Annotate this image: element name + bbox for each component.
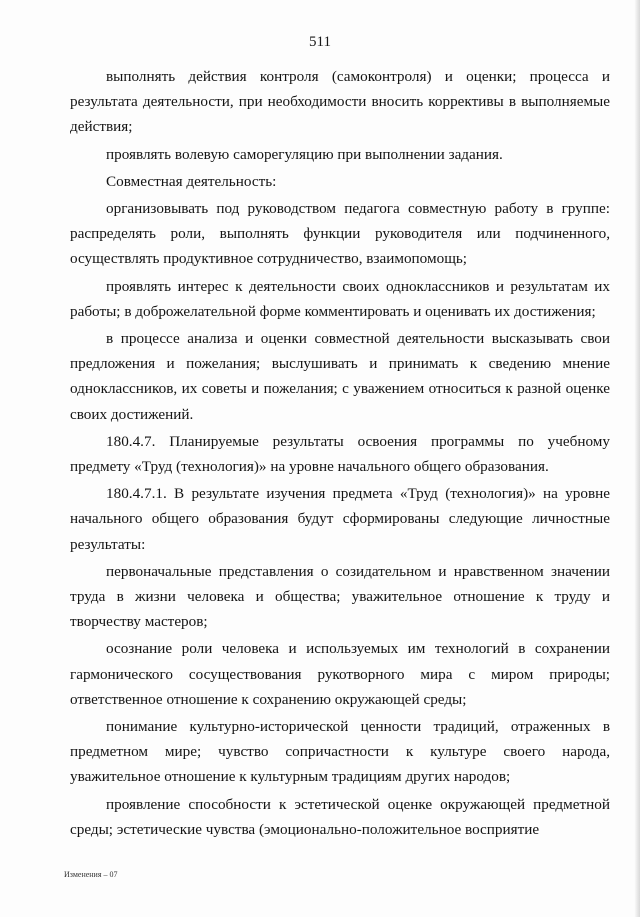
paragraph: проявлять волевую саморегуляцию при выполнении задания. [106,145,503,163]
section-heading: Совместная деятельность: [106,172,277,190]
paragraph: проявлять интерес к деятельности своих одноклассников и результатам их работы; в доброжелательной форме комментировать и оценивать их достижения; [70,277,610,320]
page-number: 511 [309,34,331,50]
paragraph: проявление способности к эстетической оценке окружающей предметной среды; эстетические чувства (эмоционально-положительное восприятие [70,795,610,838]
footer-note: Изменения – 07 [64,870,118,879]
paragraph: выполнять действия контроля (самоконтроля) и оценки; процесса и результата деятельности, при необходимости вносить коррективы в выполняемые действия; [70,68,610,136]
paragraph: в процессе анализа и оценки совместной деятельности высказывать свои предложения и пожелания; выслушивать и принимать к сведению мнение одноклассников, их советы и пожелания; с уважением относиться к разной оценке своих достижений. [70,330,610,423]
paragraph: осознание роли человека и используемых им технологий в сохранении гармонического сосуществования рукотворного мира с миром природы; ответственное отношение к сохранению окружающей среды; [70,640,610,708]
paragraph: 180.4.7. Планируемые результаты освоения программы по учебному предмету «Труд (технология)» на уровне начального общего образования. [70,432,610,476]
document-body [70,64,610,842]
paragraph: 180.4.7.1. В результате изучения предмета «Труд (технология)» на уровне начального общего образования будут сформированы следующие личностные результаты: [70,485,610,553]
scan-edge-shadow [634,0,640,917]
paragraph: первоначальные представления о созидательном и нравственном значении труда в жизни человека и общества; уважительное отношение к труду и творчеству мастеров; [70,562,610,631]
paragraph: организовывать под руководством педагога совместную работу в группе: распределять роли, выполнять функции руководителя или подчиненного, осуществлять продуктивное сотрудничество, взаимопомощь; [70,200,610,268]
paragraph: понимание культурно-исторической ценности традиций, отраженных в предметном мире; чувство сопричастности к культуре своего народа, уважительное отношение к культурным традициям других народов; [70,718,610,786]
